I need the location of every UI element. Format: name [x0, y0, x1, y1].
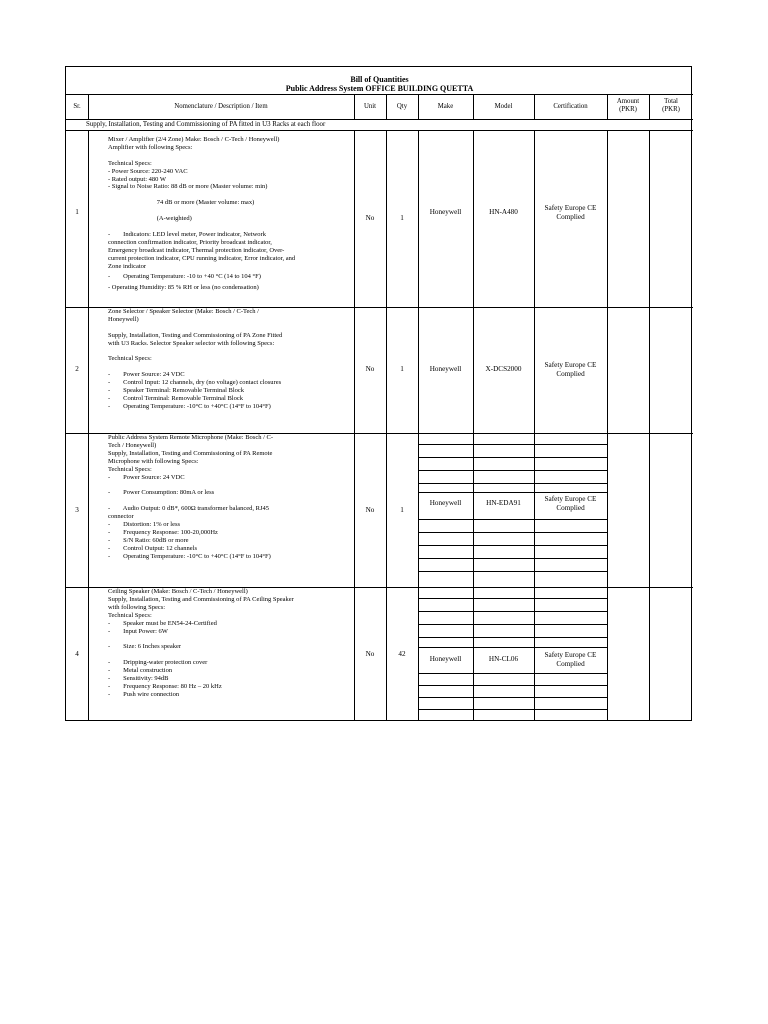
col-header-make: Make [437, 103, 454, 110]
row-4-gridline [418, 637, 607, 638]
item-1-certification [534, 204, 607, 221]
cert-line: Complied [556, 659, 585, 668]
desc-line: Technical Specs: [108, 355, 152, 363]
item-4-description [108, 588, 358, 699]
item-1-make: Honeywell [429, 208, 462, 216]
desc-line [108, 497, 358, 505]
desc-line: Public Address System Remote Microphone (Make: Bosch / C- [108, 434, 274, 441]
desc-line: Supply, Installation, Testing and Commissioning of PA Remote [108, 449, 273, 457]
item-2-certification [534, 361, 607, 378]
desc-line: connection confirmation indicator, Priority broadcast indicator, [108, 238, 272, 246]
item-1-sr: 1 [75, 208, 79, 216]
item-2-sr: 2 [75, 365, 79, 373]
col-header-unit: Unit [363, 103, 377, 110]
col-rule [88, 130, 89, 721]
item-3-description [108, 434, 358, 561]
item-2-model: X-DCS2000 [485, 365, 522, 373]
item-4-unit: No [365, 650, 375, 658]
desc-line [108, 223, 358, 231]
rule-under-title [66, 94, 693, 95]
desc-line: - Speaker Terminal: Removable Terminal Block [108, 387, 245, 395]
cert-line: Complied [556, 503, 585, 512]
desc-line: Technical Specs: [108, 465, 152, 473]
item-3-certification [534, 495, 607, 512]
col-rule [607, 130, 608, 721]
row-4-gridline [418, 685, 607, 686]
desc-line: with U3 Racks. Selector Speaker selector with following Specs: [108, 339, 275, 347]
item-2-unit: No [365, 365, 375, 373]
col-header-amount-line1: Amount [616, 98, 640, 105]
row-3-gridline [418, 571, 607, 572]
desc-line: Technical Specs: [108, 611, 152, 619]
desc-line: - Power Source: 24 VDC [108, 473, 185, 481]
desc-line: - Frequency Response: 80 Hz – 20 kHz [108, 682, 222, 690]
col-rule [418, 130, 419, 721]
desc-line: - Operating Humidity: 85 % RH or less (no condensation) [108, 284, 259, 292]
desc-line: - Push wire connection [108, 690, 180, 698]
col-header-model: Model [494, 103, 513, 110]
desc-line [108, 191, 358, 199]
row-4-gridline [418, 673, 607, 674]
desc-line: Amplifier with following Specs: [108, 143, 193, 151]
item-1-qty: 1 [400, 214, 404, 222]
col-header-amount [607, 98, 649, 113]
item-1-model: HN-A480 [489, 208, 518, 216]
desc-line [108, 363, 358, 371]
desc-line: - Power Source: 220-240 VAC [108, 167, 188, 175]
col-rule [649, 130, 650, 721]
desc-line: Mixer / Amplifier (2/4 Zone) Make: Bosch / C-Tech / Honeywell) [108, 136, 280, 143]
item-3-model: HN-EDA91 [486, 499, 521, 507]
desc-line: - Signal to Noise Ratio: 88 dB or more (Master volume: min) [108, 183, 268, 191]
cert-line: Safety Europe CE [544, 361, 597, 369]
row-4-gridline [418, 647, 607, 648]
row-3-gridline [418, 483, 607, 484]
col-header-item: Nomenclature / Description / Item [174, 103, 268, 110]
item-4-sr: 4 [75, 650, 79, 658]
item-4-make: Honeywell [429, 655, 462, 663]
desc-line: - Size: 6 Inches speaker [108, 643, 182, 651]
rule-under-header [66, 119, 693, 120]
desc-line: - Control Terminal: Removable Terminal Block [108, 394, 243, 402]
desc-line: - Operating Temperature: -10 to +40 °C (14 to 104 °F) [108, 273, 261, 281]
col-header-amount-line2: (PKR) [619, 105, 637, 113]
desc-line: Technical Specs: [108, 159, 152, 167]
row-3-gridline [418, 457, 607, 458]
desc-line: - S/N Ratio: 60dB or more [108, 536, 189, 544]
boq-title: Bill of Quantities [350, 75, 409, 84]
col-header-total-line1: Total [664, 98, 678, 105]
row-3-gridline [418, 492, 607, 493]
cert-line: Complied [556, 369, 585, 378]
desc-line: - Sensitivity: 94dB [108, 674, 169, 682]
item-3-qty: 1 [400, 506, 404, 514]
cert-line: Complied [556, 212, 585, 221]
col-header-total [649, 98, 693, 113]
desc-line: Microphone with following Specs: [108, 457, 199, 465]
row-4-gridline [418, 709, 607, 710]
desc-line: 74 dB or more (Master volume: max) [108, 199, 255, 207]
desc-line [108, 348, 358, 356]
item-3-unit: No [365, 506, 375, 514]
item-2-make: Honeywell [429, 365, 462, 373]
col-header-certification: Certification [553, 103, 588, 110]
desc-line [108, 651, 358, 659]
desc-line: current protection indicator, CPU running indicator, Error indicator, and [108, 254, 296, 262]
row-3-gridline [418, 558, 607, 559]
cert-line: Safety Europe CE [544, 495, 597, 503]
row-3-gridline [418, 545, 607, 546]
item-1-unit: No [365, 214, 375, 222]
col-header-total-line2: (PKR) [662, 105, 680, 113]
desc-line: Supply, Installation, Testing and Commissioning of PA Zone Fitted [108, 331, 283, 339]
col-header-qty: Qty [396, 103, 408, 110]
row-3-gridline [418, 519, 607, 520]
row-4-gridline [418, 611, 607, 612]
item-4-qty: 42 [398, 650, 406, 658]
desc-line: Zone Selector / Speaker Selector (Make: Bosch / C-Tech / [108, 308, 259, 315]
desc-line [108, 207, 358, 215]
rule-under-section [66, 130, 693, 131]
boq-sheet [65, 66, 692, 721]
item-3-sr: 3 [75, 506, 79, 514]
desc-line [108, 152, 358, 160]
desc-line: - Input Power: 6W [108, 627, 168, 635]
desc-line [108, 635, 358, 643]
row-3-gridline [418, 532, 607, 533]
desc-line: Emergency broadcast indicator, Thermal protection indicator, Over- [108, 246, 285, 254]
desc-line: - Dripping-water protection cover [108, 659, 208, 667]
desc-line [108, 324, 358, 332]
desc-line: - Control Input: 12 channels, dry (no voltage) contact closures [108, 379, 282, 387]
boq-subtitle: Public Address System OFFICE BUILDING QUETTA [285, 84, 474, 93]
section-heading: Supply, Installation, Testing and Commissioning of PA fitted in U3 Racks at each floor [86, 121, 326, 128]
desc-line: - Distortion: 1% or less [108, 520, 181, 528]
row-3-gridline [418, 470, 607, 471]
item-2-qty: 1 [400, 365, 404, 373]
desc-line: - Rated output: 480 W [108, 175, 167, 183]
col-header-sr: Sr. [73, 103, 81, 110]
desc-line: - Speaker must be EN54-24-Certified [108, 619, 217, 627]
desc-line: - Frequency Response: 100-20,000Hz [108, 528, 218, 536]
desc-line: - Operating Temperature: -10°C to +40°C (14°F to 104°F) [108, 552, 271, 560]
desc-line: (A-weighted) [108, 215, 192, 223]
desc-line: Tech / Honeywell) [108, 441, 157, 449]
row-4-gridline [418, 598, 607, 599]
cert-line: Safety Europe CE [544, 651, 597, 659]
row-4-gridline [418, 697, 607, 698]
col-rule [473, 130, 474, 721]
desc-line: - Metal construction [108, 667, 173, 675]
desc-line: - Power Consumption: 80mA or less [108, 489, 215, 497]
desc-line: connector [108, 513, 134, 521]
item-3-make: Honeywell [429, 499, 462, 507]
cert-line: Safety Europe CE [544, 204, 597, 212]
row-3-gridline [418, 444, 607, 445]
desc-line: - Audio Output: 0 dB*, 600Ω transformer balanced, RJ45 [108, 505, 269, 513]
desc-line: with following Specs: [108, 603, 166, 611]
item-1-description [108, 136, 358, 292]
item-4-certification [534, 651, 607, 668]
desc-line: Honeywell) [108, 315, 139, 323]
item-4-model: HN-CL06 [488, 655, 519, 663]
item-2-description [108, 308, 358, 411]
desc-line: - Power Source: 24 VDC [108, 371, 185, 379]
desc-line: - Indicators: LED level meter, Power indicator, Network [108, 230, 266, 238]
desc-line: - Control Output: 12 channels [108, 544, 198, 552]
row-4-gridline [418, 624, 607, 625]
desc-line: Zone indicator [108, 262, 147, 270]
desc-line: Supply, Installation, Testing and Commissioning of PA Ceiling Speaker [108, 595, 294, 603]
desc-line: - Operating Temperature: -10°C to +40°C (14°F to 104°F) [108, 402, 271, 410]
desc-line [108, 481, 358, 489]
desc-line: Ceiling Speaker (Make: Bosch / C-Tech / Honeywell) [108, 588, 248, 595]
